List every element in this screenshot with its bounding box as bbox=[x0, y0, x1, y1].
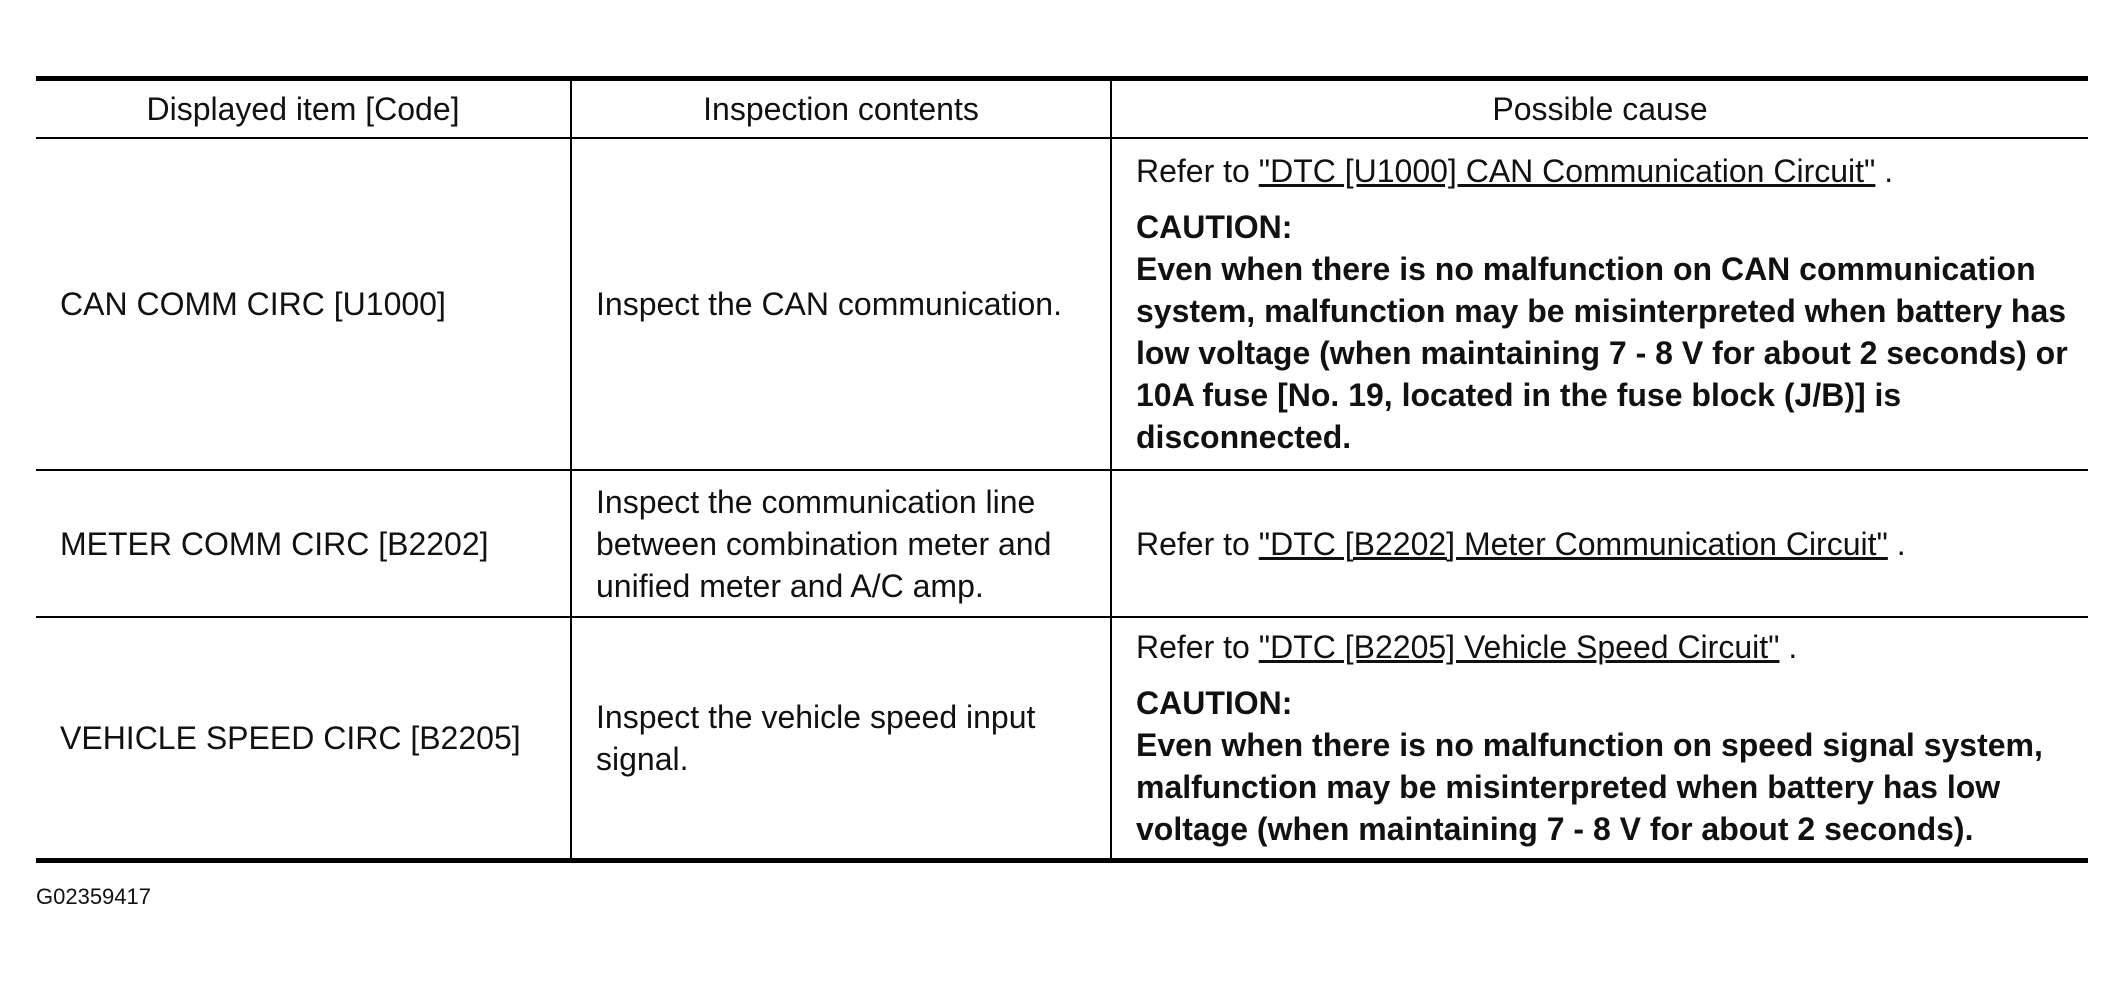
displayed-item-cell: VEHICLE SPEED CIRC [B2205] bbox=[36, 617, 571, 861]
table-row bbox=[36, 470, 2088, 617]
displayed-item-cell: METER COMM CIRC [B2202] bbox=[36, 470, 571, 617]
header-displayed-item: Displayed item [Code] bbox=[36, 79, 571, 139]
figure-id: G02359417 bbox=[36, 884, 151, 909]
caution-text: Even when there is no malfunction on speed signal system, malfunction may be misinterpreted when battery has low voltage (when maintaining 7 - 8 V for about 2 seconds). bbox=[1136, 727, 2043, 847]
refer-suffix: . bbox=[1887, 525, 1906, 562]
header-row bbox=[36, 79, 2088, 139]
dtc-u1000-link[interactable]: "DTC [U1000] CAN Communication Circuit" bbox=[1258, 153, 1876, 189]
caution-title: CAUTION: bbox=[1136, 685, 1293, 721]
refer-prefix: Refer to bbox=[1136, 629, 1259, 665]
dtc-b2205-link[interactable]: "DTC [B2205] Vehicle Speed Circuit" bbox=[1258, 629, 1780, 665]
caution-title: CAUTION: bbox=[1136, 209, 1293, 245]
refer-line bbox=[1136, 626, 2068, 668]
inspection-cell: Inspect the communication line between combination meter and unified meter and A/C amp. bbox=[571, 470, 1111, 617]
header-inspection-contents: Inspection contents bbox=[571, 79, 1111, 139]
header-possible-cause: Possible cause bbox=[1111, 79, 2088, 139]
refer-suffix: . bbox=[1875, 153, 1894, 189]
dtc-table bbox=[36, 76, 2088, 863]
displayed-item-cell: CAN COMM CIRC [U1000] bbox=[36, 138, 571, 470]
refer-line bbox=[1136, 150, 2068, 192]
possible-cause-cell bbox=[1111, 617, 2088, 861]
refer-prefix: Refer to bbox=[1136, 525, 1259, 562]
dtc-table-container bbox=[36, 76, 2088, 863]
caution-text: Even when there is no malfunction on CAN communication system, malfunction may be misinterpreted when battery has low voltage (when maintaining 7 - 8 V for about 2 seconds) or 10A fuse [No. 19, located in the fuse block (J/B)] is disconnected. bbox=[1136, 251, 2068, 455]
dtc-b2202-link[interactable]: "DTC [B2202] Meter Communication Circuit" bbox=[1258, 525, 1888, 562]
inspection-cell: Inspect the vehicle speed input signal. bbox=[571, 617, 1111, 861]
table-row bbox=[36, 617, 2088, 861]
refer-prefix: Refer to bbox=[1136, 153, 1259, 189]
possible-cause-cell bbox=[1111, 138, 2088, 470]
refer-suffix: . bbox=[1779, 629, 1798, 665]
refer-line bbox=[1136, 523, 2068, 565]
inspection-cell: Inspect the CAN communication. bbox=[571, 138, 1111, 470]
table-row bbox=[36, 138, 2088, 470]
possible-cause-cell bbox=[1111, 470, 2088, 617]
